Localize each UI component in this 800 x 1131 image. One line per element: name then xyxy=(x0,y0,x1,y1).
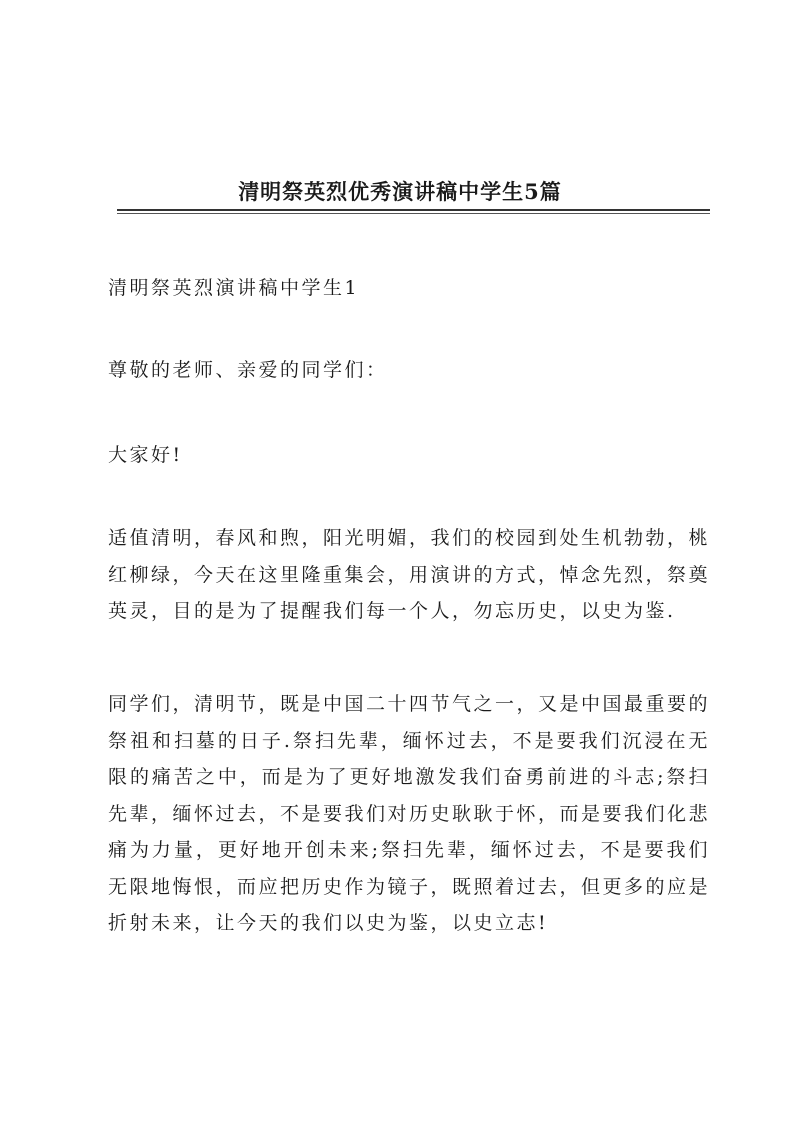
body-paragraph-2: 同学们，清明节，既是中国二十四节气之一，又是中国最重要的祭祖和扫墓的日子.祭扫先辈，缅怀过去，不是要我们沉浸在无限的痛苦之中，而是为了更好地激发我们奋勇前进的斗志;祭扫先辈，缅怀过去，不是要我们对历史耿耿于怀，而是要我们化悲痛为力量，更好地开创未来;祭扫先辈，缅怀过去，不是要我们无限地悔恨，而应把历史作为镜子，既照着过去，但更多的应是折射未来，让今天的我们以史为鉴，以史立志! xyxy=(108,693,711,934)
salutation: 尊敬的老师、亲爱的同学们： xyxy=(108,359,388,381)
title-divider-thick xyxy=(117,209,710,211)
document-title: 清明祭英烈优秀演讲稿中学生5篇 xyxy=(238,179,562,205)
title-divider-thin xyxy=(117,213,710,214)
body-paragraph-1: 适值清明，春风和煦，阳光明媚，我们的校园到处生机勃勃，桃红柳绿，今天在这里隆重集会，用演讲的方式，悼念先烈，祭奠英灵，目的是为了提醒我们每一个人，勿忘历史，以史为鉴. xyxy=(108,527,711,622)
section-heading: 清明祭英烈演讲稿中学生1 xyxy=(108,277,360,299)
greeting: 大家好! xyxy=(108,444,183,466)
